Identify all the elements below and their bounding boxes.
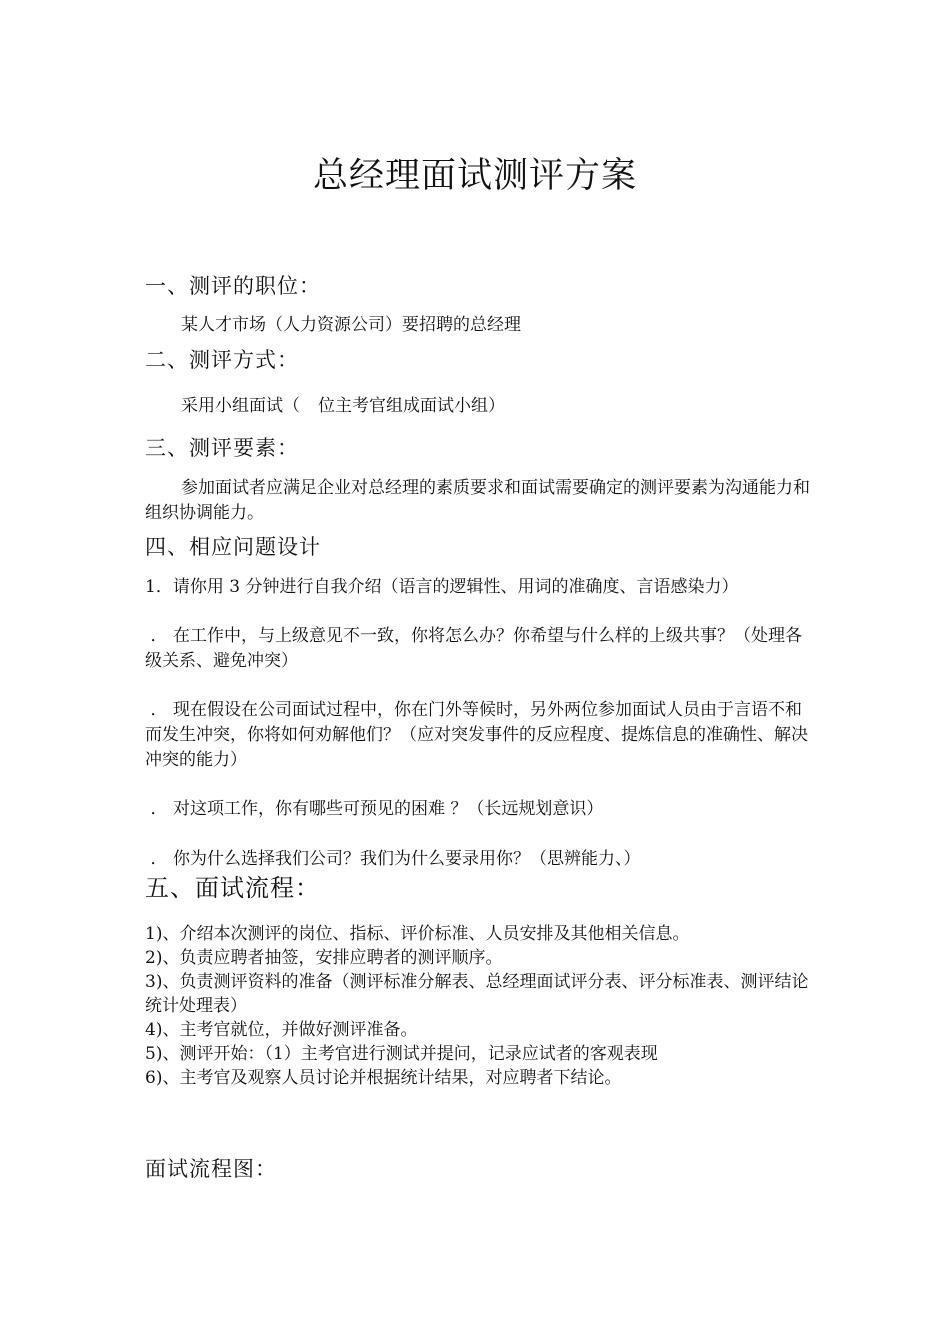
process-step: 1)、介绍本次测评的岗位、指标、评价标准、人员安排及其他相关信息。 (145, 924, 690, 944)
process-step: 6)、主考官及观察人员讨论并根据统计结果，对应聘者下结论。 (145, 1068, 622, 1088)
section-1-body: 某人才市场（人力资源公司）要招聘的总经理 (181, 315, 521, 335)
question-text: 你为什么选择我们公司？我们为什么要录用你？（思辨能力、） (173, 849, 641, 869)
question-text: 在工作中，与上级意见不一致，你将怎么办？你希望与什么样的上级共事？（处理各级关系、避免冲突） (145, 626, 802, 671)
question-item (145, 698, 817, 773)
section-1-heading: 一、测评的职位： (145, 274, 321, 298)
section-2-body (181, 394, 821, 419)
question-item (145, 847, 817, 872)
document-title: 总经理面试测评方案 (312, 156, 637, 196)
section-4-heading: 四、相应问题设计 (145, 535, 321, 559)
section-2-heading: 二、测评方式： (145, 348, 299, 372)
process-step: 4)、主考官就位，并做好测评准备。 (145, 1020, 418, 1040)
question-item (145, 575, 817, 600)
question-marker: 1． (145, 577, 173, 597)
question-marker: ． (150, 626, 168, 646)
question-item (145, 624, 817, 674)
process-step: 3)、负责测评资料的准备（测评标准分解表、总经理面试评分表、评分标准表、测评结论统计处理表） (145, 972, 809, 1016)
process-steps (145, 922, 817, 1090)
process-step: 2)、负责应聘者抽签，安排应聘者的测评顺序。 (145, 948, 503, 968)
flowchart-heading: 面试流程图： (145, 1157, 277, 1181)
question-text: 请你用 3 分钟进行自我介绍（语言的逻辑性、用词的准确度、言语感染力） (172, 577, 739, 597)
question-marker: ． (150, 849, 168, 869)
question-marker: ． (150, 700, 168, 720)
section-3-heading: 三、测评要素： (145, 436, 299, 460)
question-text: 现在假设在公司面试过程中，你在门外等候时，另外两位参加面试人员由于言语不和而发生冲突，你将如何劝解他们？（应对突发事件的反应程度、提炼信息的准确性、解决冲突的能力） (145, 700, 808, 770)
process-step: 5)、测评开始：（1）主考官进行测试并提问，记录应试者的客观表现 (145, 1044, 658, 1064)
section-2-body-after: 位主考官组成面试小组） (318, 396, 505, 416)
section-3-body: 参加面试者应满足企业对总经理的素质要求和面试需要确定的测评要素为沟通能力和组织协调能力。 (145, 478, 810, 523)
question-marker: ． (150, 799, 168, 819)
question-item (145, 797, 817, 822)
section-5-heading: 五、面试流程： (145, 874, 320, 902)
question-text: 对这项工作，你有哪些可预见的困难 ？（长远规划意识） (173, 799, 604, 819)
section-2-body-before: 采用小组面试（ (181, 396, 300, 416)
